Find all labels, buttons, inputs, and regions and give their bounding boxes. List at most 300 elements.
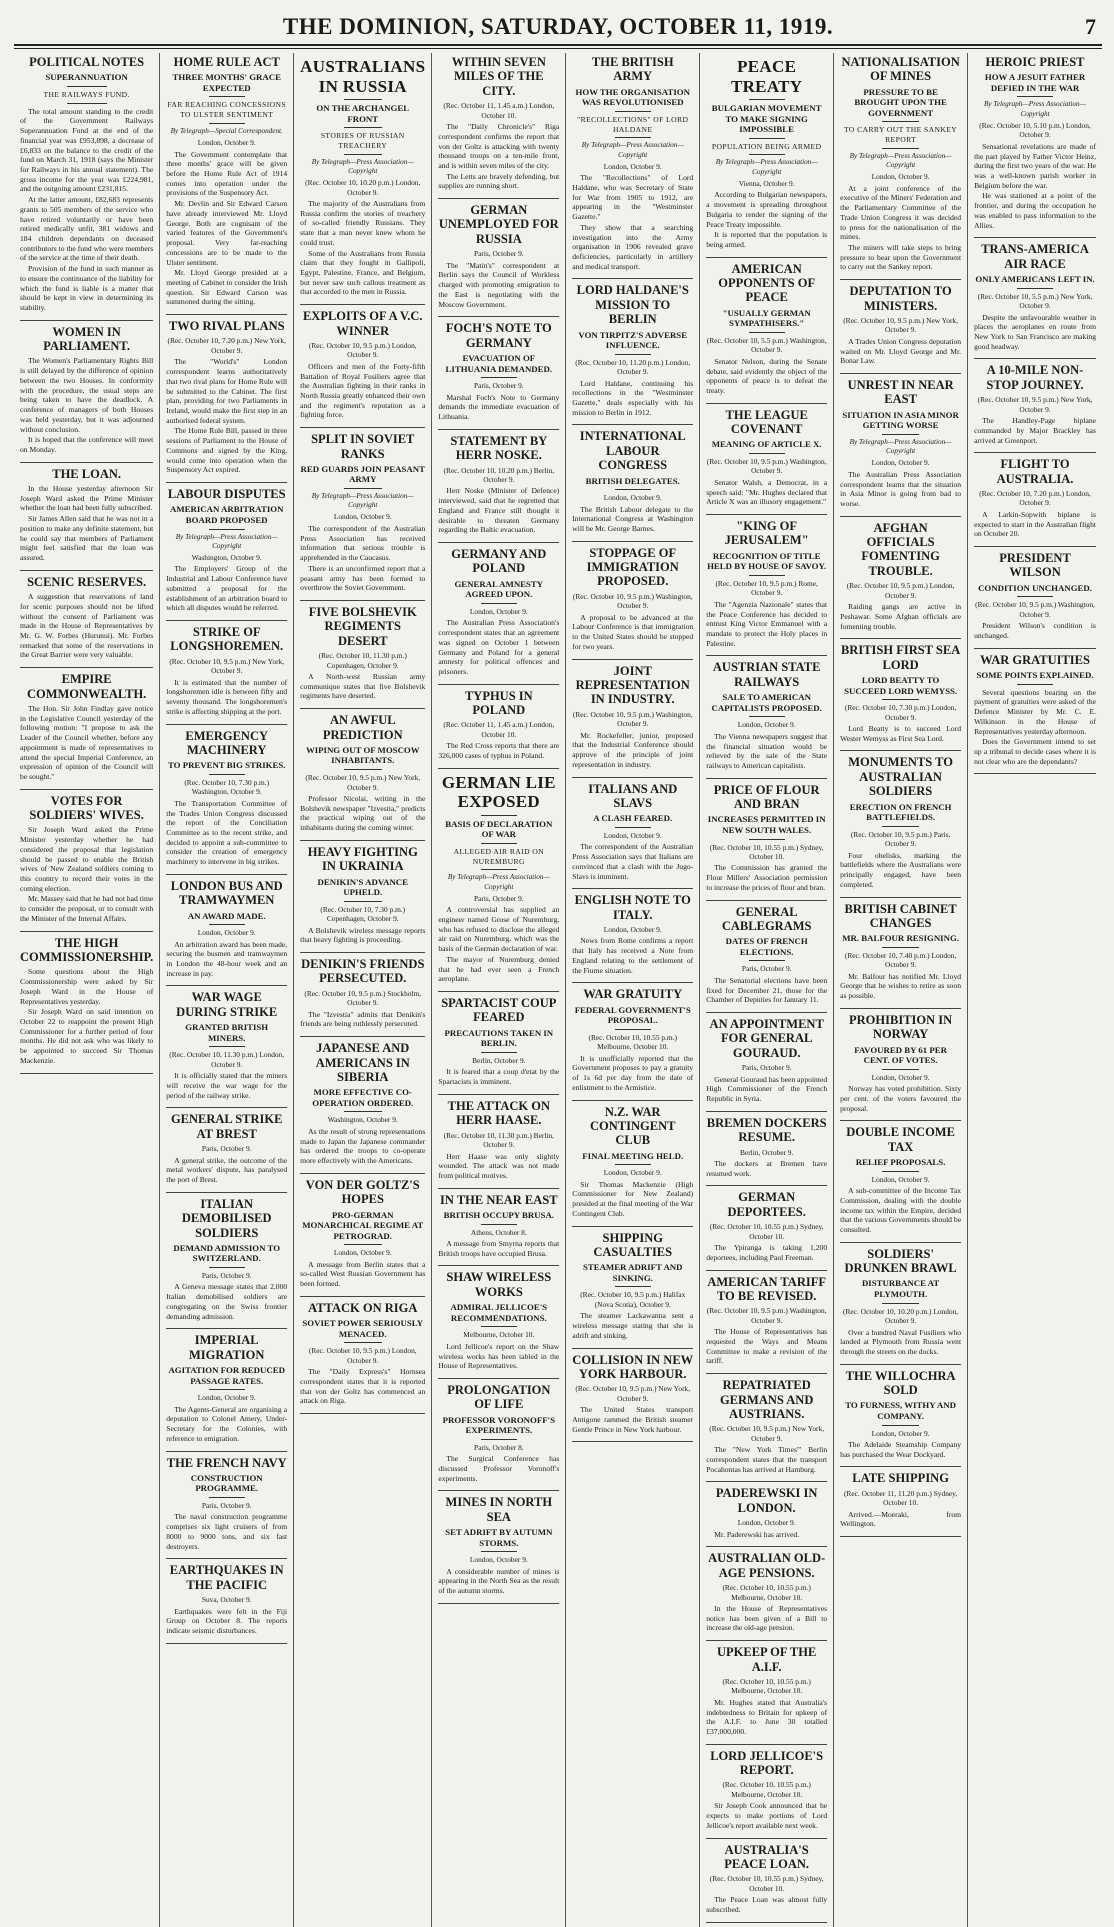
article-paragraph: Several questions bearing on the payment of gratuities were asked of the Defence Minister by Mr. C. E. Wilkinson in the House of Representatives yesterday afternoon. <box>974 687 1096 736</box>
article <box>974 457 1096 539</box>
article-dateline: (Rec. October 10, 9.5 p.m.) Paris, October 9. <box>850 829 951 849</box>
article-headline: PEACE TREATY <box>730 57 803 96</box>
article-headline: N.Z. WAR CONTINGENT CLUB <box>590 1104 676 1148</box>
article <box>840 55 961 272</box>
article-subhead: ON THE ARCHANGEL FRONT <box>316 103 410 124</box>
article <box>706 519 827 648</box>
column-2 <box>160 53 294 1927</box>
subhead-rule <box>344 154 382 155</box>
article-divider <box>438 1378 559 1379</box>
article-paragraph: It is estimated that the number of longshoremen idle is between fifty and seventy thousand. The longshoremen's strike is affecting shipping at the port. <box>166 677 288 716</box>
subhead-rule <box>1017 596 1054 597</box>
article-dateline: London, October 9. <box>197 928 256 938</box>
article-subhead: ADMIRAL JELLICOE'S RECOMMENDATIONS. <box>450 1302 548 1323</box>
article-divider <box>20 931 153 932</box>
article-paragraph: Sir Joseph Cook announced that he expects to make portions of Lord Jellicoe's report available next week. <box>706 1801 828 1830</box>
article-paragraph: Senator Nelson, during the Senate debate, said evidently the object of the opponents of peace is to defeat the treaty. <box>706 356 828 395</box>
article-subhead: PRO-GERMAN MONARCHICAL REGIME AT PETROGRAD. <box>302 1209 424 1241</box>
article-dateline: Paris, October 9. <box>741 964 792 974</box>
article-credit: By Telegraph—Press Association—Copyright <box>311 492 414 510</box>
article-headline: FLIGHT TO AUSTRALIA. <box>996 457 1074 486</box>
article-dateline: (Rec. October 10, 11.20 p.m.) London, October 9. <box>575 357 691 377</box>
article <box>840 1369 961 1460</box>
column-3 <box>294 53 432 1927</box>
subhead-rule <box>481 603 517 604</box>
article-subhead: ONLY AMERICANS LEFT IN. <box>975 274 1095 285</box>
article-paragraph: A North-west Russian army communique states that five Bolshevik regiments have deserted. <box>300 672 426 701</box>
article-headline: SHAW WIRELESS WORKS <box>446 1270 552 1299</box>
article-paragraph: The Adelaide Steamship Company has purchased the Wear Dockyard. <box>840 1439 962 1459</box>
article-dateline: Paris, October 9. <box>201 1144 252 1154</box>
subhead-rule <box>882 947 918 948</box>
article-divider <box>840 373 961 374</box>
article-subhead: A CLASH FEARED. <box>593 813 673 824</box>
subhead-rule <box>209 1389 245 1390</box>
subhead-rule <box>481 1326 517 1327</box>
article <box>166 879 287 979</box>
article-credit: By Telegraph—Press Association—Copyright <box>581 141 684 159</box>
subhead-rule <box>344 488 382 489</box>
article-divider <box>974 358 1096 359</box>
article-divider <box>572 541 693 542</box>
article-divider <box>166 985 287 986</box>
article <box>166 625 287 717</box>
article-dateline: (Rec. October 10, 10.20 p.m.) Berlin, October 9. <box>443 465 555 484</box>
article <box>974 55 1096 230</box>
subhead-rule <box>209 774 245 775</box>
article-subhead: BASIS OF DECLARATION OF WAR <box>445 818 553 840</box>
article <box>840 643 961 743</box>
article <box>438 321 559 421</box>
subhead-rule <box>209 1267 245 1268</box>
article-subhead: RED GUARDS JOIN PEASANT ARMY <box>300 463 425 485</box>
article-divider <box>974 648 1096 649</box>
article-dateline: London, October 9. <box>737 1518 796 1528</box>
article-divider <box>974 237 1096 238</box>
column-8 <box>968 53 1102 1927</box>
subhead-rule <box>1017 96 1054 97</box>
article-paragraph: In the House yesterday afternoon Sir Joseph Ward asked the Prime Minister whether the loan had been fully subscribed. <box>20 484 154 513</box>
article-headline: DOUBLE INCOME TAX <box>846 1125 955 1154</box>
subhead-rule <box>749 839 785 840</box>
article <box>300 605 425 701</box>
article-paragraph: They show that a searching investigation into the Army organisation in 1906 revealed grave deficiencies, particularly in artillery and medical transport. <box>572 222 694 271</box>
article <box>20 55 153 313</box>
article-subhead: AN AWARD MADE. <box>187 910 266 921</box>
subhead-rule <box>615 354 651 355</box>
subhead-rule <box>481 1052 517 1053</box>
article-dateline: Paris, October 9. <box>201 1501 252 1510</box>
article-headline: EXPLOITS OF A V.C. WINNER <box>302 309 423 338</box>
article-headline: ITALIANS AND SLAVS <box>588 781 678 810</box>
article-paragraph: Earthquakes were felt in the Fiji Group on October 8. The reports indicate seismic disturbances. <box>166 1606 288 1635</box>
article-paragraph: He was stationed at a point of the frontier, and during the occupation he was enabled to pass information to the Allies. <box>974 191 1096 230</box>
subhead-rule <box>1017 288 1054 289</box>
article-dateline: Paris, October 9. <box>201 1271 252 1280</box>
article <box>706 262 827 396</box>
article-paragraph: The Surgical Conference has discussed Professor Voronoff's experiments. <box>438 1454 560 1483</box>
article-divider <box>840 1536 961 1537</box>
article <box>166 990 287 1100</box>
article-subhead: FAR REACHING CONCESSIONS TO ULSTER SENTIMENT <box>167 100 287 120</box>
article-paragraph: The Women's Parliamentary Rights Bill is still delayed by the difference of opinion between the two Houses. In conformity with the procedure, the usual steps are being taken to have the deadlock. A conference of managers of both Houses was held yesterday, but it was adjourned without conclusion. <box>20 356 154 434</box>
article-divider <box>706 1922 827 1923</box>
article-headline: ITALIAN DEMOBILISED SOLDIERS <box>181 1196 272 1240</box>
article-paragraph: Norway has voted prohibition. Sixty per cent. of the voters favoured the proposal. <box>840 1084 962 1113</box>
article-paragraph: The total amount standing to the credit of the Government Railways Superannuation Fund at the end of the financial year was £953,898, a decrease of £6,833 on the balance to the credit of the fund on March 31, 1918 (says the Minister for Railways in his annual statement). The gross income for the year was £224,981, and the outgoing amount £231,815. <box>20 106 154 194</box>
article-headline: INTERNATIONAL LABOUR CONGRESS <box>579 429 686 473</box>
article <box>166 319 287 475</box>
article-subhead: "USUALLY GERMAN SYMPATHISERS." <box>722 307 811 329</box>
article-divider <box>840 516 961 517</box>
article <box>840 378 961 509</box>
subhead-rule <box>615 827 651 828</box>
article-headline: ENGLISH NOTE TO ITALY. <box>574 893 691 922</box>
subhead-rule <box>344 1342 382 1343</box>
article <box>572 1105 693 1219</box>
article-paragraph: The British Labour delegate to the International Congress at Washington will be Mr. George Barnes. <box>572 504 694 533</box>
article-headline: AMERICAN TARIFF TO BE REVISED. <box>707 1274 826 1303</box>
article-dateline: (Rec. October 10, 9.5 p.m.) New York, October 9. <box>575 1384 691 1403</box>
article-divider <box>706 655 827 656</box>
article-divider <box>706 1185 827 1186</box>
article-dateline: Paris, October 9. <box>473 249 524 259</box>
article-paragraph: Herr Noske (Minister of Defence) interviewed, said that he regretted that England and France still thought it desirable to threaten Germany regarding the Baltic evacuation. <box>438 486 560 535</box>
article-paragraph: Senator Walsh, a Democrat, in a speech said: "Mr. Hughes declared that Article X was an illusory engagement." <box>706 477 828 507</box>
article-subhead: DISTURBANCE AT PLYMOUTH. <box>861 1278 940 1300</box>
article-paragraph: The Government contemplate that three months' grace will be given before the Home Rule Act of 1914 comes into operation under the provisions of the Suspensory Act. <box>166 149 288 198</box>
column-1 <box>14 53 160 1927</box>
article-paragraph: A message from Smyrna reports that British troops have occupied Brusa. <box>438 1239 560 1258</box>
article-dateline: Berlin, October 9. <box>739 1147 794 1157</box>
article-divider <box>300 427 425 428</box>
article-headline: AN APPOINTMENT FOR GENERAL GOURAUD. <box>709 1017 824 1060</box>
article <box>840 284 961 366</box>
article-paragraph: A controversial has supplied an engineer named Grose of Nuremburg, who has refused to disclose the alleged air raid on Nuremburg, which was the basis of the German declaration of war. <box>438 905 560 954</box>
article <box>840 1247 961 1357</box>
subhead-rule <box>209 529 245 530</box>
article-headline: IMPERIAL MIGRATION <box>188 1333 265 1362</box>
article <box>300 845 425 945</box>
article-headline: PROHIBITION IN NORWAY <box>849 1012 953 1042</box>
article-headline: MINES IN NORTH SEA <box>445 1495 553 1524</box>
article-divider <box>706 403 827 404</box>
masthead <box>14 10 1102 46</box>
article-headline: THE FRENCH NAVY <box>166 1455 287 1470</box>
article-credit: By Telegraph—Press Association—Copyright <box>311 157 414 175</box>
article-paragraph: The "Izvestia" admits that Denikin's friends are being ruthlessly persecuted. <box>300 1009 426 1029</box>
article-dateline: (Rec. October 10, 7.30 p.m.) Washington, October 9. <box>184 777 270 797</box>
article-divider <box>706 1640 827 1641</box>
article-headline: SCENIC RESERVES. <box>27 574 147 589</box>
article-divider <box>438 1603 559 1604</box>
article-headline: A 10-MILE NON-STOP JOURNEY. <box>986 363 1084 392</box>
article-divider <box>840 1120 961 1121</box>
article-divider <box>438 1490 559 1491</box>
article-headline: STOPPAGE OF IMMIGRATION PROPOSED. <box>586 545 679 589</box>
article-dateline: Paris, October 9. <box>473 381 524 391</box>
article-divider <box>300 1413 425 1414</box>
article-dateline: London, October 9. <box>469 606 528 616</box>
article <box>706 1190 827 1262</box>
article-divider <box>20 462 153 463</box>
article-paragraph: Mr. Lloyd George presided at a meeting of Cabinet to consider the Irish question. Sir Edward Carson was summoned during the sitting. <box>166 268 288 307</box>
article-paragraph: According to Bulgarian newspapers, a movement is spreading throughout Bulgaria to render the signing of the Peace Treaty impossible. <box>706 190 828 229</box>
article-subhead: THREE MONTHS' GRACE EXPECTED <box>172 72 281 93</box>
article-divider <box>840 1364 961 1365</box>
article <box>438 1193 559 1259</box>
article-headline: THE WILLOCHRA SOLD <box>845 1368 956 1398</box>
article-paragraph: A proposal to be advanced at the Labour Conference is that immigration to the United States should be stopped for two years. <box>572 612 694 651</box>
article-paragraph: The miners will take steps to bring pressure to bear upon the Government to carry out the Sankey report. <box>840 243 962 272</box>
article <box>20 575 153 660</box>
article-paragraph: Mr. Hughes stated that Australia's indebtedness to Britain for upkeep of the A.I.F. to June 30 totalled £37,000,000. <box>706 1697 828 1736</box>
article <box>706 1551 827 1633</box>
article-headline: REPATRIATED GERMANS AND AUSTRIANS. <box>719 1378 814 1421</box>
article <box>166 1333 287 1443</box>
article <box>438 773 559 984</box>
article-paragraph: Raiding gangs are active in Peshawar. Some Afghan officials are fomenting trouble. <box>840 602 962 631</box>
article-headline: HOME RULE ACT <box>173 55 280 69</box>
article-dateline: London, October 9. <box>871 458 930 468</box>
subhead-rule <box>749 332 785 333</box>
article <box>572 1231 693 1341</box>
article-paragraph: Sir Thomas Mackenzie (High Commissioner for New Zealand) presided at the final meeting of the War Contingent Club. <box>572 1179 694 1218</box>
article-paragraph: Some questions about the High Commissionership were asked by Sir Joseph Ward in the House of Representatives yesterday. <box>20 967 154 1006</box>
article-paragraph: Mr. Paderewski has arrived. <box>714 1529 800 1539</box>
article-headline: PRESIDENT WILSON <box>999 551 1071 580</box>
newspaper-title: THE DOMINION, SATURDAY, OCTOBER 11, 1919. <box>282 14 834 39</box>
article-dateline: Athens, October 8. <box>470 1227 527 1237</box>
article <box>706 1116 827 1179</box>
article-paragraph: Lord Haldane, continuing his recollections in the "Westminster Gazette," deals especially with his mission to Berlin in 1912. <box>572 378 694 417</box>
subhead-rule <box>481 377 517 378</box>
article-subhead: TO PREVENT BIG STRIKES. <box>167 760 286 771</box>
article-divider <box>572 982 693 983</box>
article-headline: FOCH'S NOTE TO GERMANY <box>445 321 552 350</box>
article-dateline: London, October 9. <box>871 172 930 182</box>
article-dateline: (Rec. October 10, 11.30 p.m.) London, October 9. <box>169 1050 285 1069</box>
article-divider <box>438 768 559 769</box>
article-dateline: London, October 9. <box>197 138 256 148</box>
article <box>300 1041 425 1166</box>
article-divider <box>572 278 693 279</box>
article-headline: AUSTRIAN STATE RAILWAYS <box>712 660 821 689</box>
article-dateline: London, October 9. <box>197 1393 256 1403</box>
article-headline: THE ATTACK ON HERR HAASE. <box>447 1098 550 1128</box>
article-dateline: Melbourne, October 10. <box>463 1330 535 1340</box>
article-dateline: London, October 9. <box>603 1168 662 1178</box>
article-divider <box>166 874 287 875</box>
headline-rule <box>344 99 382 100</box>
article-dateline: (Rec. October 10, 9.5 p.m.) Rome, October 9. <box>715 578 818 598</box>
article <box>572 782 693 882</box>
article-paragraph: There is an unconfirmed report that a peasant army has been formed to overthrow the Soviet Government. <box>300 563 426 593</box>
article-divider <box>166 314 287 315</box>
article-subhead: TO FURNESS, WITHY AND COMPANY. <box>845 1400 956 1421</box>
article-divider <box>706 1270 827 1271</box>
article <box>840 1013 961 1113</box>
article-dateline: London, October 9. <box>603 830 662 840</box>
subhead-rule <box>209 1046 245 1047</box>
article <box>438 1495 559 1595</box>
subhead-rule <box>749 138 785 139</box>
article-subhead: EVACUATION OF LITHUANIA DEMANDED. <box>445 353 553 374</box>
article-headline: VOTES FOR SOLDIERS' WIVES. <box>29 793 144 823</box>
article-subhead: AMERICAN ARBITRATION BOARD PROPOSED <box>169 504 284 525</box>
article-divider <box>300 304 425 305</box>
subhead-rule <box>615 1164 651 1165</box>
subhead-rule <box>481 1439 517 1440</box>
article-subhead: CONSTRUCTION PROGRAMME. <box>190 1472 263 1494</box>
article-subhead: SALE TO AMERICAN CAPITALISTS PROPOSED. <box>711 692 822 713</box>
article-headline: EMPIRE COMMONWEALTH. <box>26 672 147 701</box>
article-paragraph: Lord Jellicoe's report on the Shaw wireless works has been tabled in the House of Representatives. <box>438 1341 560 1371</box>
article-paragraph: The naval construction programme comprises six light cruisers of from 8000 to 9000 tons, and six fast destroyers. <box>166 1512 288 1551</box>
article-headline: TRANS-AMERICA AIR RACE <box>981 242 1089 271</box>
article <box>166 1456 287 1552</box>
article-divider <box>706 1481 827 1482</box>
article <box>706 1275 827 1367</box>
article-subhead: MR. BALFOUR RESIGNING. <box>842 933 959 944</box>
article-divider <box>20 320 153 321</box>
article-paragraph: Arrived.—Moeraki, from Wellington. <box>840 1509 962 1529</box>
subhead-rule <box>882 121 918 122</box>
subhead-rule <box>749 716 785 717</box>
article-divider <box>706 1546 827 1547</box>
article-paragraph: The Home Rule Bill, passed in three sessions of Parliament to the House of Commons and signed by the King, would come into operation when the Suspensory Act expired. <box>166 426 288 475</box>
article-subhead: FEDERAL GOVERNMENT'S PROPOSAL. <box>574 1004 691 1026</box>
article-paragraph: In the House of Representatives notice has been given of a Bill to increase the old-age pension. <box>706 1604 828 1633</box>
subhead-rule <box>344 1111 382 1112</box>
article-headline: JOINT REPRESENTATION IN INDUSTRY. <box>575 663 690 707</box>
article-headline: GERMANY AND POLAND <box>451 547 547 576</box>
article-paragraph: The Ypiranga is taking 1,200 deportees, including Paul Freeman. <box>706 1243 828 1262</box>
article-headline: FIVE BOLSHEVIK REGIMENTS DESERT <box>308 604 417 648</box>
article-headline: SOLDIERS' DRUNKEN BRAWL <box>844 1246 957 1276</box>
article-divider <box>166 1558 287 1559</box>
article-paragraph: Mr. Massey said that he had not had time to consider the proposal, or to consult with the Minister of the Internal Affairs. <box>20 894 154 923</box>
article-subhead: VON TIRPITZ'S ADVERSE INFLUENCE. <box>578 329 688 351</box>
article-paragraph: Herr Haase was only slightly wounded. The attack was not made from political motives. <box>438 1151 560 1180</box>
article-paragraph: Sensational revelations are made of the part played by Father Victor Heinz, during the first two years of the war. He was a well-known parish worker in Belgium before the war. <box>974 141 1096 190</box>
article-dateline: (Rec. October 10, 7.20 p.m.) London, October 9. <box>979 489 1091 508</box>
subhead-rule <box>882 1425 918 1426</box>
article-subhead: HOW THE ORGANISATION WAS REVOLUTIONISED <box>575 86 690 108</box>
article-dateline: (Rec. October 10, 5.10 p.m.) London, October 9. <box>979 120 1091 140</box>
article-paragraph: Mr. Balfour has notified Mr. Lloyd George that he wishes to retire as soon as possible. <box>840 971 962 1001</box>
article <box>20 467 153 563</box>
article-subhead: SOME POINTS EXPLAINED. <box>976 670 1094 681</box>
article-divider <box>840 279 961 280</box>
article-paragraph: The United States transport Antigone rammed the British steamer Gentle Prince in New York harbour. <box>572 1405 694 1434</box>
article <box>840 755 961 889</box>
article-paragraph: The steamer Lackawanna sent a wireless message stating that she is adrift and sinking. <box>572 1311 694 1340</box>
article <box>706 905 827 1005</box>
article-dateline: (Rec. October 10, 9.5 p.m.) Washington, October 9. <box>706 1306 827 1325</box>
article <box>706 1017 827 1104</box>
article-subhead: PRECAUTIONS TAKEN IN BERLIN. <box>444 1027 554 1049</box>
article-paragraph: A suggestion that reservations of land for scenic purposes should not be lifted without the consent of Parliament was made in the House of Representatives by Mr. G. W. Forbes (Hurunui). Mr. Forbes remarked that some of the reservations in the Great Barrier were very valuable. <box>20 592 154 660</box>
article-paragraph: The "Daily Chronicle's" Riga correspondent confirms the report that von der Goltz is attacking with twenty thousand troops on a ten-mile front, and is within seven miles of the city. <box>438 122 560 170</box>
article-subhead: BRITISH OCCUPY BRUSA. <box>443 1210 554 1221</box>
article <box>300 432 425 593</box>
article-headline: DENIKIN'S FRIENDS PERSECUTED. <box>301 957 425 986</box>
article <box>840 1125 961 1234</box>
article <box>706 1378 827 1474</box>
article <box>706 57 827 250</box>
article-dateline: (Rec. October 10, 10.55 p.m.) Melbourne, October 10. <box>722 1676 811 1696</box>
article-dateline: Paris, October 9. <box>741 1063 792 1073</box>
article-subhead: STORIES OF RUSSIAN TREACHERY <box>320 131 405 150</box>
headline-rule <box>481 815 517 816</box>
article <box>300 57 425 297</box>
article-paragraph: News from Rome confirms a report that Italy has received a Note from England relating to the settlement of the Fiume situation. <box>572 936 694 975</box>
article-paragraph: The "World's" London correspondent learns authoritatively that two rival plans for Home Rule will be submitted to the Cabinet. The first plan, providing for two Parliaments in Ireland, would make the first step in an authorised federal system. <box>166 357 288 425</box>
article-dateline: (Rec. October 10, 7.30 p.m.) London, October 9. <box>844 703 957 722</box>
article-subhead: THE RAILWAYS FUND. <box>43 89 130 99</box>
subhead-rule <box>749 960 785 961</box>
article-headline: WITHIN SEVEN MILES OF THE CITY. <box>451 55 546 98</box>
article-subhead: AGITATION FOR REDUCED PASSAGE RATES. <box>168 1365 285 1386</box>
article-paragraph: At the latter amount, £82,683 represents grants to 505 members of the service who have retired voluntarily or have been retired medically unfit, 381 widows and 184 children dependants on deceased contributors to the fund who were members of the service at the time of their death. <box>20 195 154 263</box>
article-paragraph: The dockers at Bremen have resumed work. <box>706 1159 828 1178</box>
article-divider <box>572 1100 693 1101</box>
article <box>300 1178 425 1289</box>
article <box>572 429 693 533</box>
article <box>706 408 827 507</box>
article-divider <box>166 724 287 725</box>
article-subhead: PRESSURE TO BE BROUGHT UPON THE GOVERNMENT <box>854 86 947 118</box>
article-divider <box>300 840 425 841</box>
article-divider <box>840 897 961 898</box>
article <box>706 1486 827 1539</box>
article-headline: THE BRITISH ARMY <box>591 55 674 84</box>
article <box>974 242 1096 351</box>
article-divider <box>20 570 153 571</box>
article-paragraph: It is officially stated that the miners will receive the war wage for the period of the railway strike. <box>166 1071 288 1100</box>
article-headline: TWO RIVAL PLANS <box>168 319 285 334</box>
article-divider <box>974 773 1096 774</box>
article-divider <box>572 777 693 778</box>
article-dateline: (Rec. October 10, 10.55 p.m.) Sydney, October 10. <box>709 1874 824 1893</box>
article-divider <box>300 1173 425 1174</box>
article <box>572 1353 693 1435</box>
article-paragraph: The Hon. Sir John Findlay gave notice in the Legislative Council yesterday of the following motion: "I propose to ask the Leader of the Council whether, before any appointment is made of representatives to attend the special Imperial Conference, an expression of opinion of the Council will be sought." <box>20 703 154 781</box>
article <box>572 893 693 975</box>
subhead-rule <box>882 1069 918 1070</box>
article-divider <box>438 1094 559 1095</box>
article-credit: By Telegraph—Press Association—Copyright <box>175 532 278 550</box>
article-paragraph: It is unofficially reported that the Government proposes to pay a gratuity of 1s 6d per day from the date of enlistment to the Armistice. <box>572 1053 694 1092</box>
article-divider <box>166 482 287 483</box>
article-divider <box>166 1451 287 1452</box>
article-paragraph: A Larkin-Sopwith biplane is expected to start in the Australian flight on October 20. <box>974 509 1096 539</box>
column-5 <box>566 53 700 1927</box>
article <box>438 1270 559 1370</box>
article-divider <box>840 750 961 751</box>
article-subhead: MORE EFFECTIVE CO-OPERATION ORDERED. <box>312 1087 414 1108</box>
article-dateline: Paris, October 8. <box>473 1442 524 1452</box>
article <box>438 55 559 191</box>
article-paragraph: At a joint conference of the executive of the Miners' Federation and the Parliamentary Committee of the Trade Union Congress it was decided to press for the nationalisation of the mines. <box>840 183 962 242</box>
article-paragraph: Some of the Australians from Russia claim that they fought in Gallipoli, Egypt, Palestine, France, and Belgium, but never saw such callous treatment as that accorded to the men in Russia. <box>300 248 426 297</box>
article-divider <box>706 257 827 258</box>
article-dateline: Paris, October 9. <box>473 893 524 903</box>
article <box>300 957 425 1029</box>
page-number: 7 <box>1085 14 1096 39</box>
article-headline: LONDON BUS AND TRAMWAYMEN <box>170 878 283 908</box>
